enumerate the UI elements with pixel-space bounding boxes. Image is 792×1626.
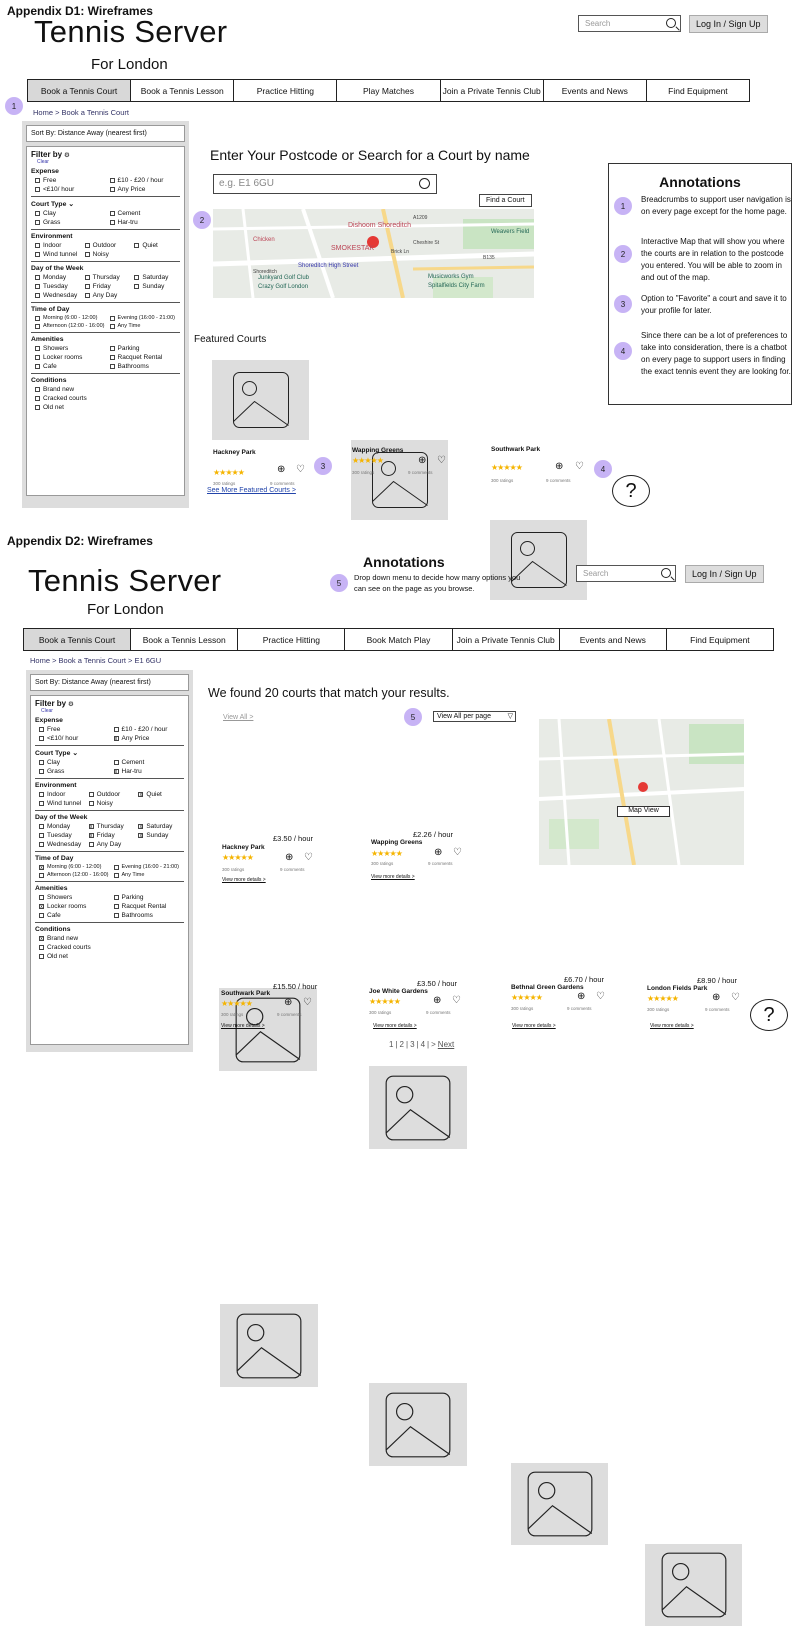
heart-icon[interactable]: ♡ bbox=[731, 992, 740, 1003]
comments-count: 9 comments bbox=[567, 1006, 592, 1011]
court-name[interactable]: Bethnal Green Gardens bbox=[511, 984, 584, 991]
comments-count: 9 comments bbox=[280, 867, 305, 872]
court-image[interactable] bbox=[645, 1544, 742, 1626]
conditions-heading: Conditions bbox=[31, 377, 67, 384]
filter-heading: Filter by bbox=[31, 150, 63, 159]
nav-play-matches[interactable]: Play Matches bbox=[337, 80, 440, 101]
image-placeholder-icon bbox=[661, 1552, 727, 1618]
ratings-count: 300 ratings bbox=[511, 1006, 534, 1011]
image-placeholder-icon bbox=[232, 372, 289, 429]
court-name[interactable]: Southwark Park bbox=[221, 990, 271, 997]
amenity-option[interactable]: Showers bbox=[35, 345, 106, 352]
view-details-link[interactable]: View more details > bbox=[221, 1023, 265, 1029]
main-nav bbox=[23, 628, 774, 651]
environment-heading: Environment bbox=[31, 233, 73, 240]
expense-option[interactable]: Free bbox=[35, 177, 106, 184]
expense-option[interactable]: Free bbox=[39, 726, 110, 733]
next-arrow-icon[interactable]: > bbox=[431, 1040, 436, 1049]
expense-heading: Expense bbox=[31, 168, 59, 175]
chevron-down-icon: ⌄ bbox=[72, 750, 78, 757]
environment-option[interactable]: Outdoor bbox=[85, 242, 131, 249]
filter-heading: Filter by bbox=[35, 699, 67, 708]
annotation-number: 1 bbox=[614, 197, 632, 215]
add-icon[interactable]: ⊕ bbox=[555, 461, 564, 472]
site-title[interactable]: Tennis Server bbox=[28, 563, 222, 598]
expense-heading: Expense bbox=[35, 717, 63, 724]
site-title[interactable]: Tennis Server bbox=[34, 14, 228, 49]
annotation-number: 3 bbox=[614, 295, 632, 313]
results-map[interactable] bbox=[539, 719, 744, 865]
court-price: £3.50 / hour bbox=[273, 834, 314, 843]
nav-events[interactable]: Events and News bbox=[544, 80, 647, 101]
conditions-heading: Conditions bbox=[35, 926, 71, 933]
expense-option[interactable]: <£10/ hour bbox=[39, 735, 110, 742]
time-option[interactable]: Evening (16:00 - 21:00) bbox=[114, 864, 185, 870]
court-price: £15.50 / hour bbox=[273, 982, 318, 991]
day-option[interactable]: Monday bbox=[35, 274, 81, 281]
add-icon[interactable]: ⊕ bbox=[285, 852, 294, 863]
nav-book-match[interactable]: Book Match Play bbox=[345, 629, 452, 650]
rating-stars: ★★★★★ bbox=[491, 463, 522, 472]
site-subtitle: For London bbox=[91, 56, 168, 73]
day-heading: Day of the Week bbox=[31, 265, 84, 272]
court-image[interactable] bbox=[369, 1383, 467, 1466]
environment-option[interactable]: Wind tunnel bbox=[39, 800, 85, 807]
environment-option[interactable]: Wind tunnel bbox=[35, 251, 81, 258]
court-type-option[interactable]: Clay bbox=[39, 759, 110, 766]
comments-count: 9 comments bbox=[426, 1010, 451, 1015]
heart-icon[interactable]: ♡ bbox=[296, 464, 305, 475]
filter-sidebar bbox=[26, 670, 193, 1052]
view-all-link[interactable]: View All > bbox=[223, 714, 254, 721]
heart-icon[interactable]: ♡ bbox=[304, 852, 313, 863]
nav-private-club[interactable]: Join a Private Tennis Club bbox=[453, 629, 560, 650]
court-image[interactable] bbox=[369, 1066, 467, 1149]
rating-stars: ★★★★★ bbox=[222, 853, 253, 862]
ratings-count: 300 ratings bbox=[491, 478, 514, 483]
nav-practice[interactable]: Practice Hitting bbox=[238, 629, 345, 650]
amenity-option[interactable]: Racquet Rental bbox=[110, 354, 181, 361]
map-view-button[interactable]: Map View bbox=[617, 806, 670, 817]
chevron-down-icon: ▽ bbox=[507, 713, 513, 720]
appendix-title: Appendix D2: Wireframes bbox=[7, 534, 153, 548]
ratings-count: 300 ratings bbox=[369, 1010, 392, 1015]
results-heading: We found 20 courts that match your results. bbox=[208, 686, 450, 700]
day-option[interactable]: x Friday bbox=[89, 832, 115, 839]
court-price: £2.26 / hour bbox=[413, 830, 454, 839]
day-option[interactable]: Tuesday bbox=[35, 283, 81, 290]
annotations-panel bbox=[608, 163, 792, 405]
comments-count: 9 comments bbox=[705, 1007, 730, 1012]
court-price: £3.50 / hour bbox=[417, 979, 458, 988]
annotation-marker-2: 2 bbox=[193, 211, 211, 229]
postcode-heading: Enter Your Postcode or Search for a Court by name bbox=[210, 147, 530, 163]
annotation-text: Drop down menu to decide how many options you can see on the page as you browse. bbox=[354, 573, 521, 593]
annotation-text: Breadcrumbs to support user navigation is on every page except for the home page. bbox=[641, 195, 791, 216]
environment-heading: Environment bbox=[35, 782, 77, 789]
page-2-link[interactable]: 2 bbox=[399, 1040, 404, 1049]
day-option[interactable]: Any Day bbox=[89, 841, 135, 848]
site-subtitle: For London bbox=[87, 601, 164, 618]
chatbot-help-icon[interactable]: ? bbox=[750, 999, 788, 1031]
add-icon[interactable]: ⊕ bbox=[577, 991, 586, 1002]
search-icon[interactable] bbox=[666, 18, 676, 28]
ratings-count: 300 ratings bbox=[221, 1012, 244, 1017]
court-name[interactable]: London Fields Park bbox=[647, 985, 708, 992]
amenities-heading: Amenities bbox=[31, 336, 64, 343]
time-heading: Time of Day bbox=[35, 855, 74, 862]
chevron-down-icon: ⌄ bbox=[68, 201, 74, 208]
annotation-number: 2 bbox=[614, 245, 632, 263]
ratings-count: 300 ratings bbox=[352, 470, 375, 475]
image-placeholder-icon bbox=[385, 1392, 451, 1458]
environment-option[interactable]: Noisy bbox=[85, 251, 131, 258]
ratings-count: 300 ratings bbox=[647, 1007, 670, 1012]
condition-option[interactable]: x Brand new bbox=[40, 935, 79, 942]
filter-panel bbox=[30, 695, 189, 1045]
interactive-map[interactable]: Dishoom Shoreditch SMOKESTAK Shoreditch High Street Junkyard Golf Club Crazy Golf London Musicworks Gym Spitalfields City Farm Weavers Field Cheshire St B135 Brick Ln Shoreditch A1209 Chicken bbox=[213, 209, 534, 298]
per-page-dropdown[interactable]: View All per page ▽ bbox=[433, 711, 516, 722]
filter-icon[interactable]: ⚙ bbox=[63, 152, 70, 159]
court-image[interactable] bbox=[220, 1304, 318, 1387]
amenity-option[interactable]: Parking bbox=[110, 345, 181, 352]
comments-count: 9 comments bbox=[277, 1012, 302, 1017]
environment-option[interactable]: Indoor bbox=[35, 242, 81, 249]
rating-stars: ★★★★★ bbox=[352, 456, 383, 465]
court-type-option[interactable]: Har-tru bbox=[110, 219, 181, 226]
clear-link[interactable]: Clear bbox=[37, 159, 49, 165]
heart-icon[interactable]: ♡ bbox=[303, 997, 312, 1008]
environment-option[interactable]: Quiet bbox=[134, 242, 180, 249]
add-icon[interactable]: ⊕ bbox=[284, 997, 293, 1008]
view-details-link[interactable]: View more details > bbox=[650, 1023, 694, 1029]
court-name[interactable]: Wapping Greens bbox=[352, 447, 404, 454]
image-placeholder-icon bbox=[236, 1313, 302, 1379]
page-1-link[interactable]: 1 bbox=[389, 1040, 394, 1049]
time-option[interactable]: Afternoon (12:00 - 16:00) bbox=[39, 872, 110, 878]
page-4-link[interactable]: 4 bbox=[420, 1040, 426, 1049]
annotation-text: Option to "Favorite" a court and save it to your profile for later. bbox=[641, 294, 787, 315]
court-type-heading[interactable]: Court Type ⌄ bbox=[35, 750, 78, 757]
nav-book-court[interactable]: Book a Tennis Court bbox=[24, 629, 131, 650]
annotations-heading: Annotations bbox=[363, 554, 445, 570]
expense-option[interactable]: £10 - £20 / hour bbox=[110, 177, 181, 184]
nav-equipment[interactable]: Find Equipment bbox=[668, 85, 728, 96]
court-price: £6.70 / hour bbox=[564, 975, 605, 984]
heart-icon[interactable]: ♡ bbox=[596, 991, 605, 1002]
image-placeholder-icon bbox=[527, 1471, 593, 1537]
court-type-option[interactable]: Cement bbox=[110, 210, 181, 217]
court-type-option[interactable]: x Har-tru bbox=[114, 768, 142, 775]
login-button[interactable]: Log In / Sign Up bbox=[685, 565, 764, 583]
nav-book-lesson[interactable]: Book a Tennis Lesson bbox=[131, 80, 234, 101]
clear-link[interactable]: Clear bbox=[41, 708, 53, 714]
court-type-heading[interactable]: Court Type ⌄ bbox=[31, 201, 74, 208]
court-type-option[interactable]: Cement bbox=[114, 759, 185, 766]
time-option[interactable]: Evening (16:00 - 21:00) bbox=[110, 315, 181, 321]
condition-option[interactable]: Old net bbox=[35, 404, 180, 411]
rating-stars: ★★★★★ bbox=[371, 849, 402, 858]
sort-dropdown[interactable]: Sort By: Distance Away (nearest first) bbox=[26, 125, 185, 142]
comments-count: 9 comments bbox=[428, 861, 453, 866]
add-icon[interactable]: ⊕ bbox=[418, 455, 427, 466]
court-price: £8.90 / hour bbox=[697, 976, 738, 985]
day-option[interactable]: x Thursday bbox=[89, 823, 124, 830]
sort-dropdown[interactable]: Sort By: Distance Away (nearest first) bbox=[30, 674, 189, 691]
annotation-marker-3: 3 bbox=[314, 457, 332, 475]
view-details-link[interactable]: View more details > bbox=[512, 1023, 556, 1029]
search-input[interactable]: Search bbox=[576, 565, 676, 582]
next-page-link[interactable]: Next bbox=[437, 1040, 455, 1049]
search-icon[interactable] bbox=[661, 568, 671, 578]
annotation-marker-5: 5 bbox=[330, 574, 348, 592]
filter-sidebar bbox=[22, 121, 189, 508]
view-details-link[interactable]: View more details > bbox=[371, 874, 415, 880]
page-3-link[interactable]: 3 bbox=[410, 1040, 415, 1049]
annotation-marker-5: 5 bbox=[404, 708, 422, 726]
comments-count: 9 comments bbox=[270, 481, 295, 486]
pagination: 1 | 2 | 3 | 4 | > Next bbox=[389, 1040, 455, 1049]
filter-panel bbox=[26, 146, 185, 496]
day-option[interactable]: Friday bbox=[85, 283, 131, 290]
amenity-option[interactable]: Parking bbox=[114, 894, 185, 901]
find-court-button[interactable]: Find a Court bbox=[479, 194, 532, 207]
court-name[interactable]: Hackney Park bbox=[213, 449, 256, 456]
annotation-text: Since there can be a lot of preferences to take into consideration, there is a chatbot on every page to support users in finding the exact tennis event they are looking for. bbox=[641, 331, 791, 376]
view-details-link[interactable]: View more details > bbox=[222, 877, 266, 883]
environment-option[interactable]: Noisy bbox=[89, 800, 135, 807]
ratings-count: 300 ratings bbox=[371, 861, 394, 866]
time-heading: Time of Day bbox=[31, 306, 70, 313]
amenity-option[interactable]: Racquet Rental bbox=[114, 903, 185, 910]
rating-stars: ★★★★★ bbox=[369, 997, 400, 1006]
rating-stars: ★★★★★ bbox=[213, 468, 244, 477]
day-option[interactable]: Tuesday bbox=[39, 832, 85, 839]
heart-icon[interactable]: ♡ bbox=[575, 461, 584, 472]
day-option[interactable]: x Saturday bbox=[139, 823, 173, 830]
court-type-option[interactable]: Grass bbox=[35, 219, 106, 226]
main-nav bbox=[27, 79, 750, 102]
breadcrumb[interactable]: Home > Book a Tennis Court > E1 6GU bbox=[30, 656, 162, 665]
heart-icon[interactable]: ♡ bbox=[453, 847, 462, 858]
environment-option[interactable]: Indoor bbox=[39, 791, 85, 798]
postcode-input[interactable]: e.g. E1 6GU bbox=[213, 174, 437, 194]
condition-option[interactable]: Old net bbox=[39, 953, 184, 960]
court-image[interactable] bbox=[511, 1463, 608, 1545]
nav-practice[interactable]: Practice Hitting bbox=[234, 80, 337, 101]
featured-heading: Featured Courts bbox=[194, 334, 267, 345]
image-placeholder-icon bbox=[385, 1075, 451, 1141]
login-button[interactable]: Log In / Sign Up bbox=[689, 15, 768, 33]
nav-events[interactable]: Events and News bbox=[560, 629, 667, 650]
court-type-option[interactable]: Clay bbox=[35, 210, 106, 217]
annotations-heading: Annotations bbox=[659, 174, 741, 190]
day-option[interactable]: Monday bbox=[39, 823, 85, 830]
map-graphic bbox=[539, 719, 744, 865]
annotation-text: Interactive Map that will show you where the courts are in relation to the postcode you entered. You will be able to zoom in and out of the map. bbox=[641, 237, 785, 282]
appendix-title: Appendix D1: Wireframes bbox=[7, 4, 153, 18]
amenity-option[interactable]: Showers bbox=[39, 894, 110, 901]
heart-icon[interactable]: ♡ bbox=[437, 455, 446, 466]
court-name[interactable]: Hackney Park bbox=[222, 844, 265, 851]
expense-option[interactable]: £10 - £20 / hour bbox=[114, 726, 185, 733]
time-option[interactable]: Any Time bbox=[110, 323, 181, 329]
add-icon[interactable]: ⊕ bbox=[433, 995, 442, 1006]
condition-option[interactable]: Cracked courts bbox=[35, 395, 180, 402]
court-name[interactable]: Wapping Greens bbox=[371, 839, 423, 846]
search-icon[interactable] bbox=[419, 178, 430, 189]
environment-option[interactable]: x Quiet bbox=[139, 791, 162, 798]
amenity-option[interactable]: Cafe bbox=[35, 363, 106, 370]
annotation-marker-1: 1 bbox=[5, 97, 23, 115]
court-image[interactable] bbox=[212, 360, 309, 440]
court-type-option[interactable]: Grass bbox=[39, 768, 110, 775]
environment-option[interactable]: Outdoor bbox=[89, 791, 135, 798]
heart-icon[interactable]: ♡ bbox=[452, 995, 461, 1006]
add-icon[interactable]: ⊕ bbox=[712, 992, 721, 1003]
day-option[interactable]: Saturday bbox=[134, 274, 180, 281]
chatbot-help-icon[interactable]: ? bbox=[612, 475, 650, 507]
rating-stars: ★★★★★ bbox=[647, 994, 678, 1003]
nav-private-club[interactable]: Join a Private Tennis Club bbox=[441, 80, 544, 101]
day-option[interactable]: Thursday bbox=[85, 274, 131, 281]
search-input[interactable]: Search bbox=[578, 15, 681, 32]
add-icon[interactable]: ⊕ bbox=[277, 464, 286, 475]
day-heading: Day of the Week bbox=[35, 814, 88, 821]
expense-option[interactable]: x Any Price bbox=[114, 735, 150, 742]
see-more-link[interactable]: See More Featured Courts > bbox=[207, 487, 296, 494]
time-option[interactable]: Morning (6:00 - 12:00) bbox=[35, 315, 106, 321]
amenity-option[interactable]: x Locker rooms bbox=[40, 903, 87, 910]
ratings-count: 300 ratings bbox=[213, 481, 236, 486]
annotation-number: 4 bbox=[614, 342, 632, 360]
amenities-heading: Amenities bbox=[35, 885, 68, 892]
court-name[interactable]: Southwark Park bbox=[491, 446, 541, 453]
day-option[interactable]: Wednesday bbox=[39, 841, 85, 848]
day-option[interactable]: x Sunday bbox=[139, 832, 169, 839]
amenity-option[interactable]: Bathrooms bbox=[114, 912, 185, 919]
court-name[interactable]: Joe White Gardens bbox=[369, 988, 428, 995]
day-option[interactable]: Sunday bbox=[134, 283, 180, 290]
breadcrumb[interactable]: Home > Book a Tennis Court bbox=[33, 108, 129, 117]
time-option[interactable]: Afternoon (12:00 - 16:00) bbox=[35, 323, 106, 329]
amenity-option[interactable]: Cafe bbox=[39, 912, 110, 919]
expense-option[interactable]: <£10/ hour bbox=[35, 186, 106, 193]
comments-count: 9 comments bbox=[546, 478, 571, 483]
nav-book-lesson[interactable]: Book a Tennis Lesson bbox=[131, 629, 238, 650]
comments-count: 9 comments bbox=[408, 470, 433, 475]
expense-option[interactable]: Any Price bbox=[110, 186, 181, 193]
time-option[interactable]: x Morning (6:00 - 12:00) bbox=[40, 864, 102, 870]
amenity-option[interactable]: Bathrooms bbox=[110, 363, 181, 370]
nav-book-court[interactable]: Book a Tennis Court bbox=[28, 80, 131, 101]
day-option[interactable]: Any Day bbox=[85, 292, 131, 299]
time-option[interactable]: Any Time bbox=[114, 872, 185, 878]
add-icon[interactable]: ⊕ bbox=[434, 847, 443, 858]
rating-stars: ★★★★★ bbox=[221, 999, 252, 1008]
rating-stars: ★★★★★ bbox=[511, 993, 542, 1002]
condition-option[interactable]: Cracked courts bbox=[39, 944, 184, 951]
nav-equipment[interactable]: Find Equipment bbox=[690, 634, 750, 645]
ratings-count: 300 ratings bbox=[222, 867, 245, 872]
filter-icon[interactable]: ⚙ bbox=[67, 701, 74, 708]
amenity-option[interactable]: Locker rooms bbox=[35, 354, 106, 361]
annotation-marker-4: 4 bbox=[594, 460, 612, 478]
view-details-link[interactable]: View more details > bbox=[373, 1023, 417, 1029]
day-option[interactable]: Wednesday bbox=[35, 292, 81, 299]
condition-option[interactable]: Brand new bbox=[35, 386, 180, 393]
